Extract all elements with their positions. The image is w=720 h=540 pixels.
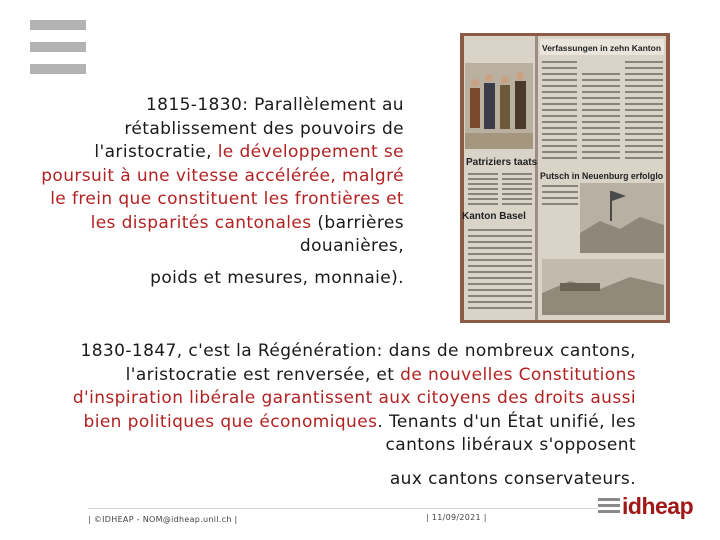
svg-text:Putsch in Neuenburg erfolglo: Putsch in Neuenburg erfolglo	[540, 171, 664, 181]
footer-divider	[88, 508, 598, 509]
newspaper-photo	[460, 33, 670, 323]
highlight-development: le développement se poursuit à une vitesse accélérée, malgré le frein que constituent les frontières et les disparités cantonales	[41, 142, 404, 233]
headline-2	[466, 157, 538, 168]
idheap-logo[interactable]	[598, 492, 693, 520]
svg-text:Patriziers taats: Patriziers taats	[466, 157, 538, 168]
headline-4	[462, 211, 526, 222]
headline-1	[540, 39, 664, 55]
logo-bars-icon	[598, 496, 620, 516]
paragraph-1830-1847: 1830-1847, c'est la Régénération: dans de nombreux cantons, l'aristocratie est renversée, et de nouvelles Constitutions d'inspiration libérale garantissent aux citoyens des droits aussi bien politiques que économiques. Tenants d'un État unifié, les cantons libéraux s'opposent aux cantons conservateurs.	[72, 341, 636, 489]
footer-date: | 11/09/2021 |	[426, 513, 487, 522]
portrait-illustration	[465, 63, 533, 149]
logo-text: idheap	[622, 492, 694, 519]
menu-icon[interactable]	[30, 20, 86, 76]
svg-text:Kanton Basel: Kanton Basel	[462, 211, 526, 222]
paragraph-1815-1830: 1815-1830: Parallèlement au rétablissement des pouvoirs de l'aristocratie, le développement se poursuit à une vitesse accélérée, malgré le frein que constituent les frontières et les disparités cantonales (barrières douanières, poids et mesures, monnaie).	[41, 95, 404, 288]
headline-3	[540, 171, 664, 181]
svg-text:Verfassungen in zehn Kanton: Verfassungen in zehn Kanton	[542, 43, 662, 53]
highlight-constitutions: de nouvelles Constitutions d'inspiration libérale garantissent aux citoyens des droits aussi bien politiques que économiques	[72, 364, 636, 432]
footer-copyright: | ©IDHEAP - NOM@idheap.unil.ch |	[88, 515, 238, 524]
